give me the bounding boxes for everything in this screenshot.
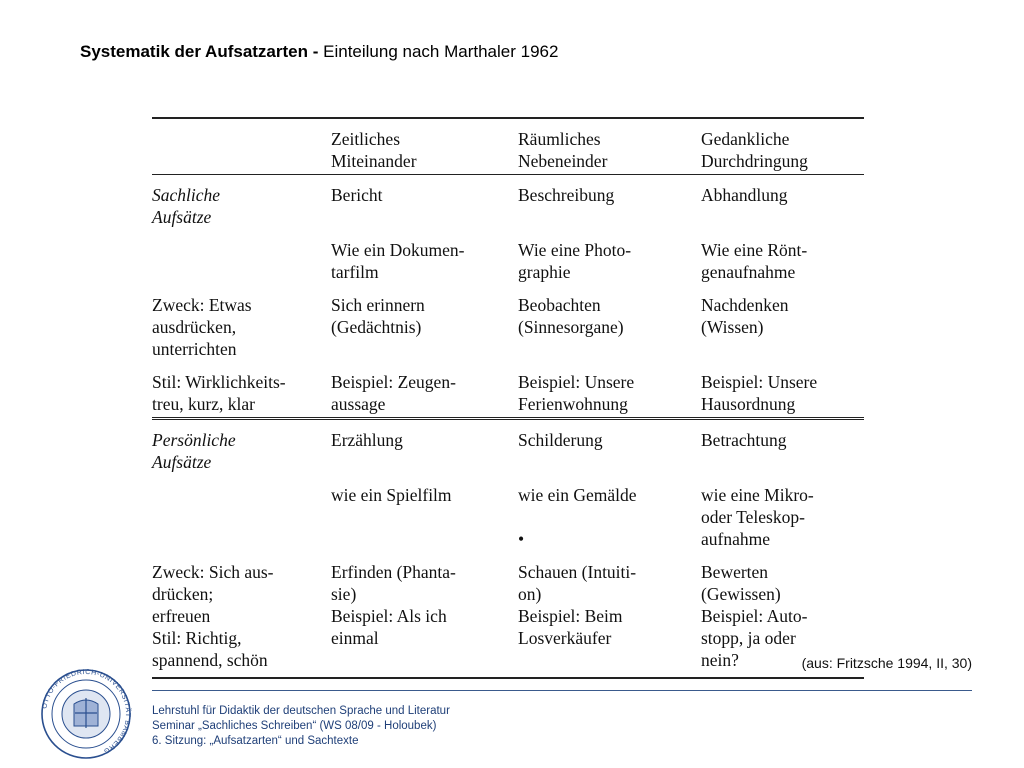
column-header xyxy=(518,118,701,175)
row-label-cell xyxy=(152,419,331,476)
table-row xyxy=(152,552,864,678)
source-note: (aus: Fritzsche 1994, II, 30) xyxy=(801,655,972,671)
cell-line: Beispiel: Zeugen- xyxy=(331,372,456,392)
cell-line: wie ein Gemälde xyxy=(518,485,637,505)
footer-divider xyxy=(152,690,972,691)
table-cell xyxy=(518,362,701,419)
cell-line: (Sinnesorgane) xyxy=(518,317,624,337)
column-header xyxy=(701,118,864,175)
table-cell xyxy=(518,475,701,552)
cell-line: wie eine Mikro- xyxy=(701,485,814,505)
table-cell xyxy=(518,419,701,476)
cell-line: (Wissen) xyxy=(701,317,764,337)
table-cell xyxy=(331,230,518,285)
table-row xyxy=(152,285,864,362)
cell-line: oder Teleskop- xyxy=(701,507,805,527)
footer-line: Seminar „Sachliches Schreiben“ (WS 08/09 - Holoubek) xyxy=(152,720,437,732)
cell-line: Miteinander xyxy=(331,151,417,171)
table-cell xyxy=(701,419,864,476)
row-label-cell xyxy=(152,230,331,285)
cell-line: Beispiel: Als ich xyxy=(331,606,447,626)
cell-line: Erfinden (Phanta- xyxy=(331,562,456,582)
cell-line: Stil: Richtig, xyxy=(152,628,242,648)
footer-line: 6. Sitzung: „Aufsatzarten“ und Sachtexte xyxy=(152,735,359,747)
table-cell xyxy=(331,419,518,476)
slide-title xyxy=(80,42,558,62)
table-row xyxy=(152,362,864,419)
cell-line: Zweck: Etwas xyxy=(152,295,252,315)
cell-line: Schilderung xyxy=(518,430,603,450)
cell-line: graphie xyxy=(518,262,571,282)
table-row xyxy=(152,175,864,231)
cell-line: Sich erinnern xyxy=(331,295,425,315)
cell-line: Wie ein Dokumen- xyxy=(331,240,465,260)
cell-line: nein? xyxy=(701,650,739,670)
cell-line: on) xyxy=(518,584,542,604)
cell-line: ausdrücken, xyxy=(152,317,237,337)
table-row xyxy=(152,230,864,285)
cell-line: • xyxy=(518,529,525,549)
cell-line: Losverkäufer xyxy=(518,628,612,648)
cell-line: Hausordnung xyxy=(701,394,796,414)
cell-line: einmal xyxy=(331,628,379,648)
table-cell xyxy=(518,285,701,362)
cell-line: Beispiel: Unsere xyxy=(701,372,818,392)
cell-line: Bericht xyxy=(331,185,383,205)
cell-line: treu, kurz, klar xyxy=(152,394,256,414)
cell-line: Nebeneinder xyxy=(518,151,608,171)
cell-line: Durchdringung xyxy=(701,151,808,171)
cell-line: tarfilm xyxy=(331,262,379,282)
table-cell xyxy=(701,475,864,552)
cell-line: Beispiel: Auto- xyxy=(701,606,808,626)
cell-line: Aufsätze xyxy=(152,452,212,472)
slide-title-normal: Einteilung nach Marthaler 1962 xyxy=(323,42,559,61)
table-cell xyxy=(701,362,864,419)
cell-line: (Gedächtnis) xyxy=(331,317,422,337)
cell-line: wie ein Spielfilm xyxy=(331,485,452,505)
cell-line: Beschreibung xyxy=(518,185,615,205)
cell-line: Persönliche xyxy=(152,430,236,450)
row-label-cell xyxy=(152,285,331,362)
cell-line: Aufsätze xyxy=(152,207,212,227)
cell-line: Schauen (Intuiti- xyxy=(518,562,637,582)
cell-line: (Gewissen) xyxy=(701,584,781,604)
slide-title-bold: Systematik der Aufsatzarten - xyxy=(80,42,319,61)
row-label-cell xyxy=(152,362,331,419)
aufsatzarten-table xyxy=(152,117,864,679)
row-label-cell xyxy=(152,175,331,231)
table-cell xyxy=(331,552,518,678)
row-label-cell xyxy=(152,475,331,552)
cell-line: sie) xyxy=(331,584,357,604)
table-row xyxy=(152,475,864,552)
cell-line: Beobachten xyxy=(518,295,601,315)
cell-line: Wie eine Rönt- xyxy=(701,240,808,260)
table-cell xyxy=(331,175,518,231)
table-cell xyxy=(331,285,518,362)
table-body xyxy=(152,118,864,678)
cell-line: Betrachtung xyxy=(701,430,787,450)
table-cell xyxy=(518,552,701,678)
table-cell xyxy=(701,175,864,231)
table-cell xyxy=(701,285,864,362)
seal-outer-text: OTTO-FRIEDRICH-UNIVERSITÄT BAMBERG xyxy=(41,668,132,755)
cell-line: Beispiel: Unsere xyxy=(518,372,635,392)
table-cell xyxy=(331,362,518,419)
table-cell xyxy=(331,475,518,552)
cell-line: Gedankliche xyxy=(701,129,790,149)
table-cell xyxy=(518,175,701,231)
cell-line: Zweck: Sich aus- xyxy=(152,562,274,582)
cell-line: unterrichten xyxy=(152,339,237,359)
cell-line: genaufnahme xyxy=(701,262,796,282)
cell-line: erfreuen xyxy=(152,606,211,626)
footer-text xyxy=(152,704,450,749)
column-header xyxy=(331,118,518,175)
header-empty-cell xyxy=(152,118,331,175)
cell-line: Bewerten xyxy=(701,562,769,582)
cell-line xyxy=(518,506,701,528)
cell-line: stopp, ja oder xyxy=(701,628,796,648)
cell-line: aufnahme xyxy=(701,529,770,549)
cell-line: Zeitliches xyxy=(331,129,401,149)
cell-line: Räumliches xyxy=(518,129,601,149)
cell-line: Wie eine Photo- xyxy=(518,240,632,260)
cell-line: aussage xyxy=(331,394,386,414)
footer-line: Lehrstuhl für Didaktik der deutschen Sprache und Literatur xyxy=(152,705,450,717)
cell-line: Nachdenken xyxy=(701,295,789,315)
cell-line: spannend, schön xyxy=(152,650,268,670)
table-header-row xyxy=(152,118,864,175)
table-row xyxy=(152,419,864,476)
cell-line: drücken; xyxy=(152,584,214,604)
aufsatzarten-table-scan xyxy=(152,117,864,679)
table-cell xyxy=(701,230,864,285)
table-cell xyxy=(518,230,701,285)
university-seal-icon xyxy=(40,668,132,760)
cell-line: Beispiel: Beim xyxy=(518,606,623,626)
cell-line: Sachliche xyxy=(152,185,221,205)
cell-line: Stil: Wirklichkeits- xyxy=(152,372,286,392)
cell-line: Erzählung xyxy=(331,430,403,450)
cell-line: Ferienwohnung xyxy=(518,394,628,414)
cell-line: Abhandlung xyxy=(701,185,788,205)
row-label-cell xyxy=(152,552,331,678)
